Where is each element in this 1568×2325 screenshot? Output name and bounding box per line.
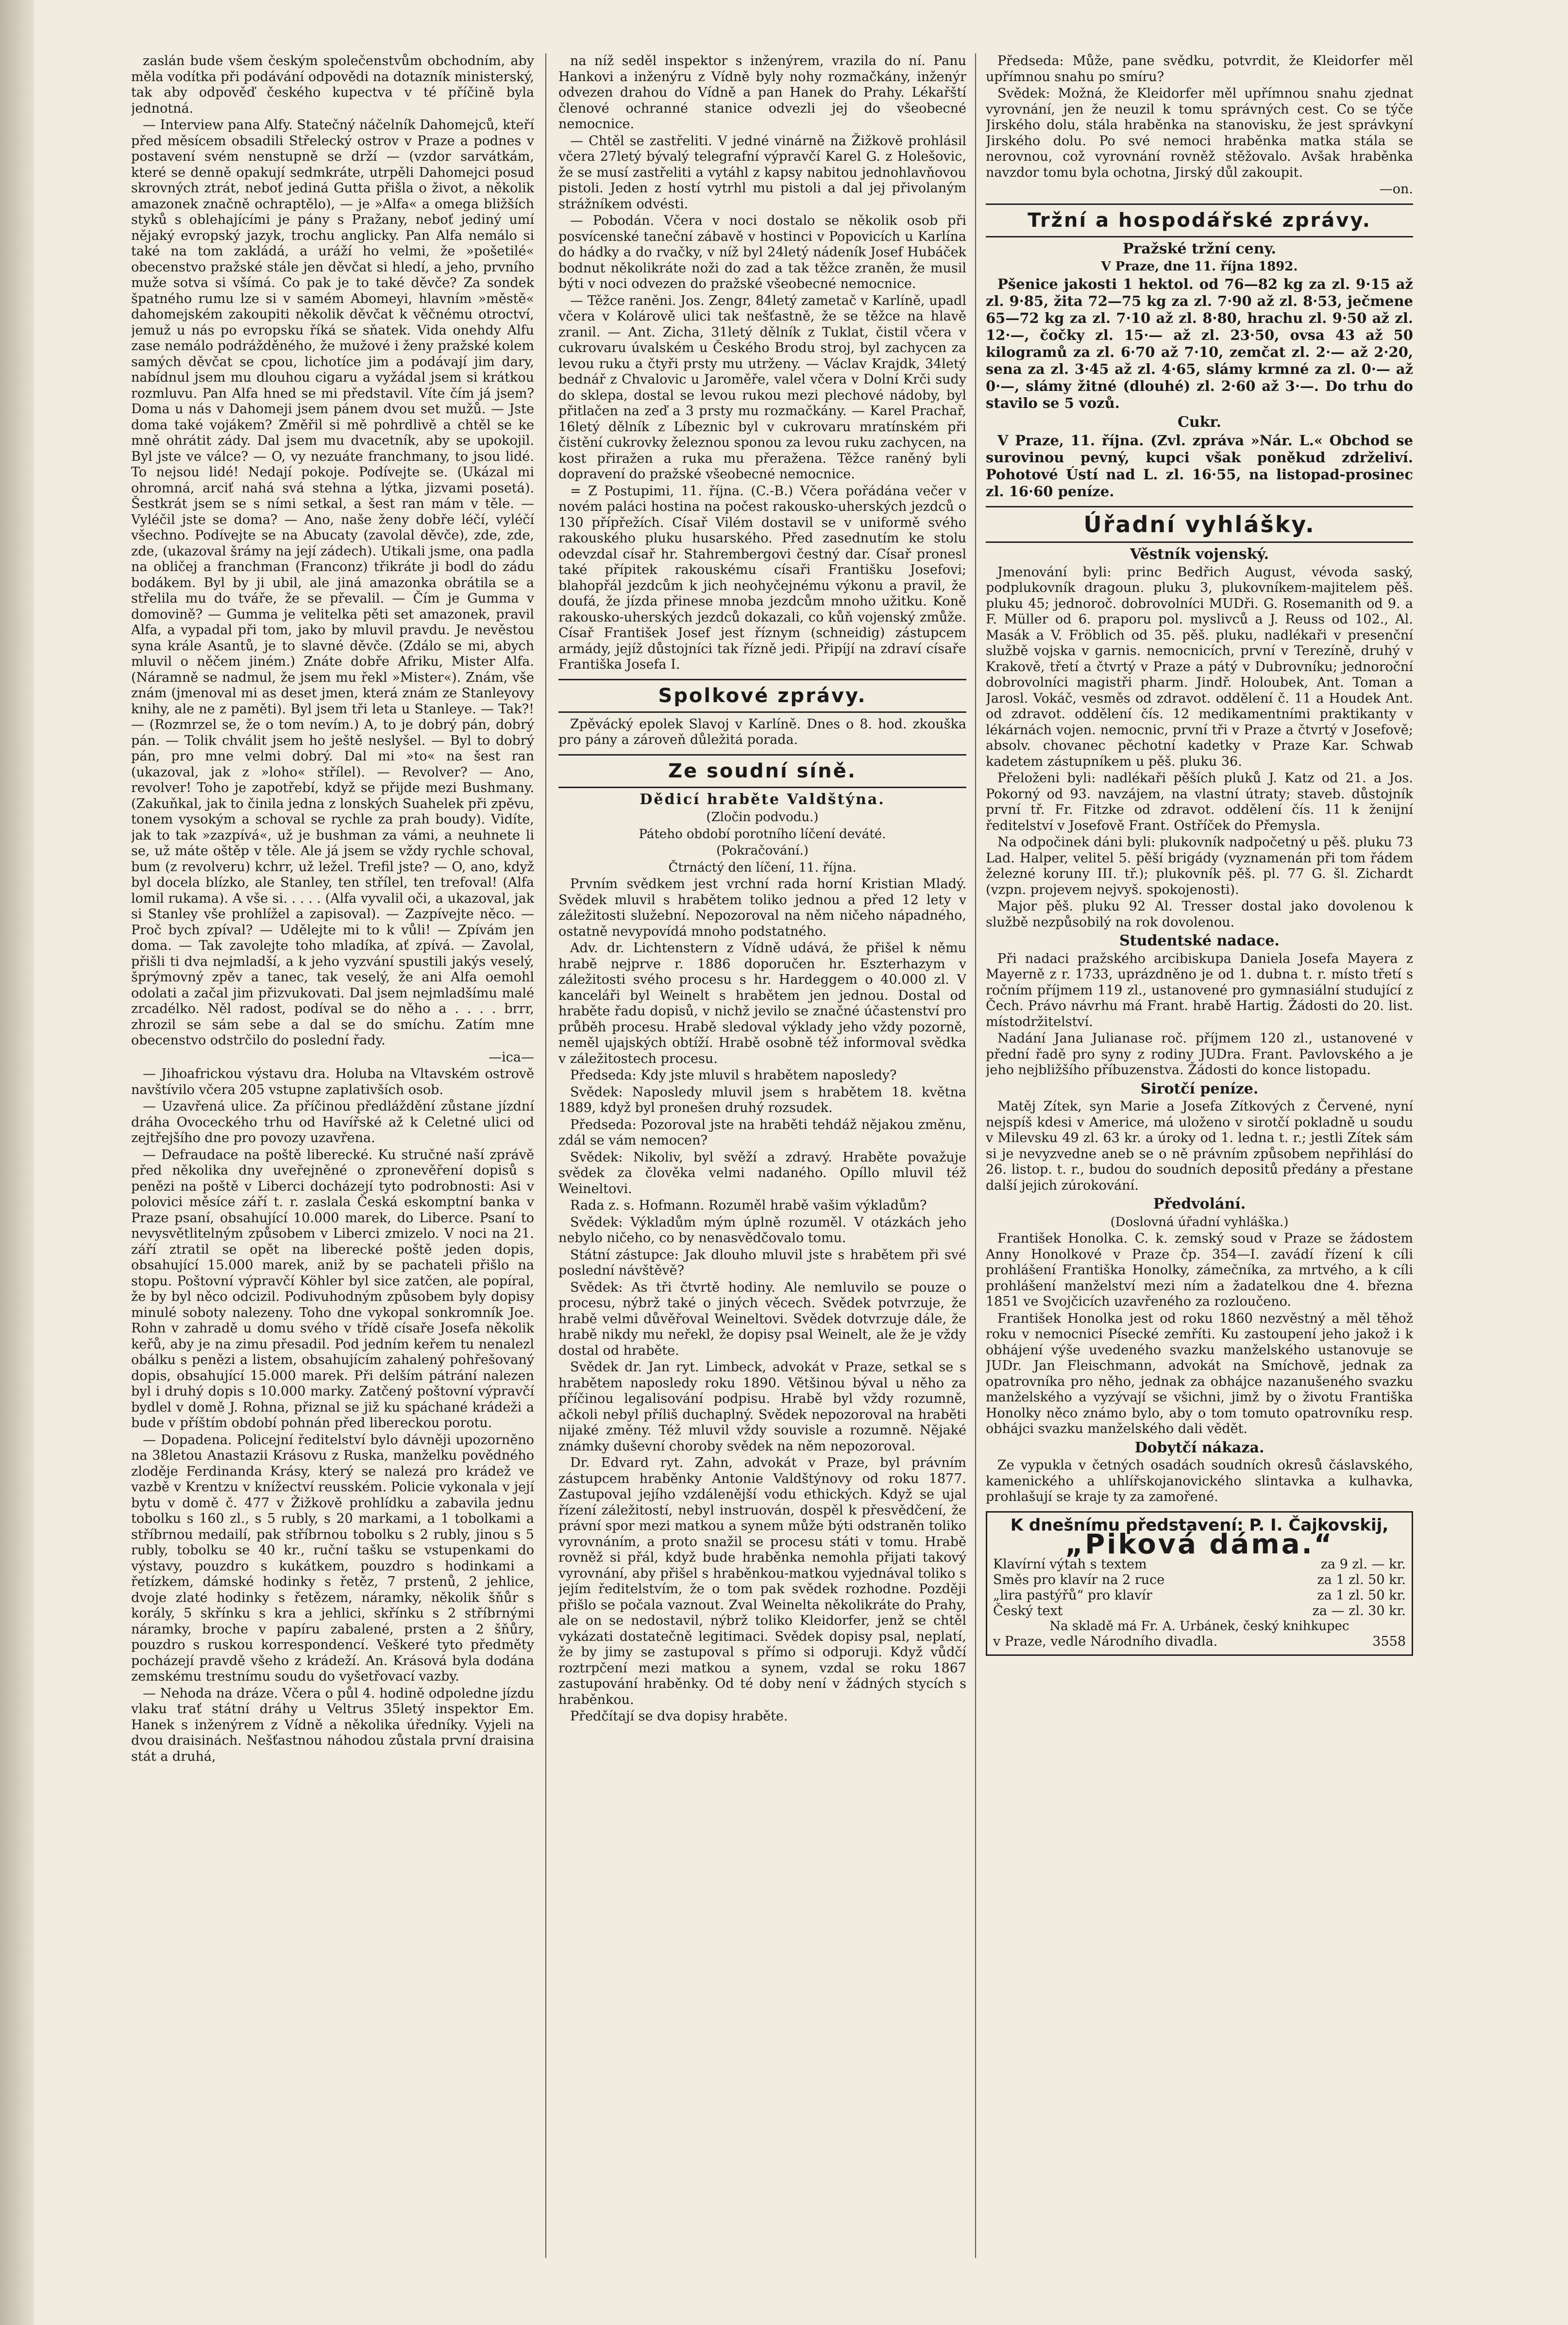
section-header-club-news: Spolkové zprávy. bbox=[558, 679, 966, 713]
court-paragraph: Adv. dr. Lichtenstern z Vídně udává, že přišel k němu hrabě nejprve r. 1886 doporučen hr. Eszterhazym v záležitosti svého procesu s hr. Hardeggem o 40.000 zl. V kanceláři byl Weinelt s hrabětem jen jednou. Dostal od hraběte řadu dopisů, v nichž jevilo se značné účastenství pro průběh procesu. Hrabě sledoval výklady jeho vždy pozorně, neměl ujajských obtíží. Hrabě osobně též informoval svědka v záležitostech procesu. bbox=[558, 941, 966, 1066]
court-paragraph: Předčítají se dva dopisy hraběte. bbox=[570, 1709, 788, 1724]
scholarship-subtitle: Studentské nadace. bbox=[1119, 932, 1280, 949]
ad-price-row bbox=[993, 1572, 1406, 1588]
court-paragraph: Dr. Edvard ryt. Zahn, advokát v Praze, byl právním zástupcem hraběnky Antonie Valdštýnovy od roku 1877. Zastupoval jejího vzdálenější vodu ethických. Když se ujal řízení záležitostí, nebyl instruován, dospěl k přesvědčení, že právní spor mezi matkou a synem může býti odstraněn toliko vyrovnáním, a proto snažil se procesu státi v tomu. Hrabě rovněž si přál, když bude hraběnka nemohla přijati takový vyrovnání, aby přišel s hraběnkou-matkou vyjednával toliko s jejím ředitelstvím, že o tom pak svědek rozhodne. Později přišlo se počala vaznout. Zval Weinelta několikráte do Prahy, ale on se nedostavil, nýbrž toliko Kleidorfer, jenž se chtěl vykázati dostatečně legitimaci. Svědek dopisy psal, neplatí, že by jimy se zastupoval s přímo si odporuji. Když vůdčí roztrpčení mezi matkou a synem, vzdal se roku 1867 zastupování hraběnky. Od té doby není v žádných stycích s hraběnkou. bbox=[558, 1455, 966, 1707]
ad-number: 3558 bbox=[1372, 1634, 1406, 1649]
ad-price: za — zl. 30 kr. bbox=[1312, 1603, 1406, 1618]
article-paragraph: Zpěvácký epolek Slavoj v Karlíně. Dnes o 8. hod. zkouška pro pány a zároveň důležitá porada. bbox=[558, 716, 966, 747]
ad-opera-title: „Piková dáma.“ bbox=[1065, 1529, 1334, 1560]
column-market-and-notices bbox=[986, 53, 1413, 2258]
market-subtitle: Pražské tržní ceny. bbox=[1123, 240, 1276, 257]
article-paragraph: — Uzavřená ulice. Za příčinou předláždění zůstane jízdní dráha Ovoceckého trhu od Havířské až k Celetné ulici od zejtřejšího dne pro povozy uzavřena. bbox=[131, 1099, 534, 1146]
article-signature: —ica— bbox=[489, 1049, 534, 1065]
notice-paragraph: Major pěš. pluku 92 Al. Tresser dostal jako dovolenou k službě nezpůsobilý na rok dovolenou. bbox=[986, 899, 1413, 930]
court-date: Čtrnáctý den líčení, 11. října. bbox=[668, 860, 857, 875]
notice-paragraph: Jmenování byli: princ Bedřich August, vévoda saský, podplukovník dragoun. pluku 3, plukovníkem-majitelem pěš. pluku 45; jednoroč. dobrovolníci MUDři. G. Rosemanith od 9. a F. Müller od 6. praporu pol. myslivců a J. Reuss od 102., Al. Masák a V. Fröblich od 35. pěš. pluku, nadlékaři v presenční službě vojska v garnis. nemocnicích, první v Terezíně, druhý v Krakově, třetí a čtvrtý v Praze a pátý v Dubrovníku; jednoroční dobrovolníci magistři pharm. Jindř. Holoubek, Ant. Toman a Jarosl. Vokáč, vesměs od zdravot. oddělení č. 11 a Houdek Ant. od zdravot. oddělení čís. 12 medikamentními praktikanty v lékárnách vojen. nemocnic, první tři v Praze a čtvrtý v Josefově; absolv. chovanec pěchotní kadetky v Praze Kar. Schwab kadetem zástupníkem u pěš. pluku 36. bbox=[986, 564, 1413, 769]
article-paragraph: — Chtěl se zastřeliti. V jedné vinárně na Žižkově prohlásil včera 27letý bývalý telegrafní výpravčí Karel G. z Holešovic, že se musí zastřeliti a vytáhl z kapsy nabitou jednohlavňovou pistoli. Jeden z hostí vytrhl mu pistoli a dal jej přivolaným strážníkem odvésti. bbox=[558, 133, 966, 212]
page-binding-shadow bbox=[0, 0, 34, 2325]
notice-paragraph: František Honolka jest od roku 1860 nezvěstný a měl těhož roku v nemocnici Písecké zemříti. Ku zastoupení jeho jakož i k obhájení výše uvedeného svazku manželského ustanovuje se JUDr. Jan Fleischmann, advokát na Smíchově, jednak za opatrovníka pro něho, jednak za obhájce nazanušeného svazku manželského a vyzývají se všichni, jimž by o životu Františka Honolky něco známo bylo, aby o tom tomuto opatrovníku resp. obhájci svazku manželského dali vědět. bbox=[986, 1311, 1413, 1436]
court-paragraph: Svědek: Nikoliv, byl svěží a zdravý. Hraběte považuje svědek za člověka velmi nadaného. Opíllo mluvil též Weineltovi. bbox=[558, 1149, 966, 1196]
sugar-prices: V Praze, 11. října. (Zvl. zpráva »Nár. L.« Obchod se surovinou pevný, kupci však poněkud zdrželiví. Pohotové Ústí nad L. zl. 16·55, na listopad-prosinec zl. 16·60 peníze. bbox=[986, 432, 1413, 500]
court-paragraph: Státní zástupce: Jak dlouho mluvil jste s hrabětem při své poslední návštěvě? bbox=[558, 1247, 966, 1278]
article-paragraph: — Jihoafrickou výstavu dra. Holuba na Vltavském ostrově navštívilo včera 205 vstupne zaplativších osob. bbox=[131, 1066, 534, 1097]
ad-price-row bbox=[993, 1588, 1406, 1603]
military-subtitle: Věstník vojenský. bbox=[1130, 546, 1269, 563]
ad-footer-row bbox=[993, 1634, 1406, 1650]
article-paragraph: — Defraudace na poště liberecké. Ku stručné naší zprávě před několika dny uveřejněné o zpronevěření dopisů s penězi na poště v Liberci docházejí tyto podrobnosti: Asi v polovici měsíce září t. r. zaslala Česká eskomptní banka v Praze psaní, obsahující 10.000 marek, do Liberce. Psaní to nevysvětlitelným způsobem v Liberci zmizelo. V noci na 21. září ztratil se opět na liberecké poště jeden dopis, obsahující 15.000 marek, aniž by se pachateli přišlo na stopu. Poštovní výpravčí Köhler byl sice zatčen, ale popíral, že by byl něco odcizil. Podivuhodným způsobem byly dopisy minulé soboty nalezeny. Toho dne vykopal sonkromník Joe. Rohn v zahradě u domu svého v třídě císaře Josefa několik keřů, aby je na zimu přesadil. Pod jedním keřem tu nenalezl obálku s penězi a listem, obsahujícím zahalený pohřešovaný dopis, obsahující 15.000 marek. Při delším pátrání nalezen byl i druhý dopis s 10.000 marky. Zatčený poštovní výpravčí bydlel v domě J. Rohna, přiznal se již ku spáchané krádeži a bude v příštím období pohnán před libereckou porotu. bbox=[131, 1147, 534, 1431]
court-paragraph: Předseda: Může, pane svědku, potvrdit, že Kleidorfer měl upřímnou snahu po smíru? bbox=[986, 53, 1413, 84]
column-local-news bbox=[131, 53, 534, 2258]
notice-paragraph: Přeloženi byli: nadlékaři pěších pluků J. Katz od 21. a Jos. Pokorný od 93. navzájem, na vlastní útraty; staveb. důstojník první tř. Fr. Fitzke od zdravot. oddělení čís. 11 k ženijní ředitelství v Josefově Frant. Ostříček do Přemysla. bbox=[986, 771, 1413, 833]
court-paragraph: Předseda: Kdy jste mluvil s hrabětem naposledy? bbox=[570, 1068, 897, 1083]
market-prices: Pšenice jakosti 1 hektol. od 76—82 kg za zl. 9·15 až zl. 9·85, žita 72—75 kg za zl. 7·90 až zl. 8·53, ječmene 65—72 kg za zl. 7·10 až zl. 8·80, hrachu zl. 9·50 až zl. 12·—, čočky zl. 15·— až zl. 23·50, ovsa 43 až 50 kilogramů za zl. 6·70 až 7·10, zemčat zl. 2·— až 2·20, sena za zl. 3·45 až zl. 4·65, slámy krmné za zl. 0·— až 0·—, slámy žitné (dlouhé) zl. 2·60 až 3·—. Do trhu do stavilo se 5 vozů. bbox=[986, 275, 1413, 411]
article-paragraph: — Nehoda na dráze. Včera o půl 4. hodině odpoledne jízdu vlaku trať státní dráhy u Veltrus 35letý inspektor Em. Hanek s inženýrem z Vídně a několika úředníky. Vyjeli na dvou draisinách. Nešťastnou náhodou zůstala první draisina stát a druhá, bbox=[131, 1685, 534, 1764]
epidemic-subtitle: Dobytčí nákaza. bbox=[1134, 1439, 1265, 1456]
court-case-subtitle: (Zločin podvodu.) bbox=[706, 810, 819, 825]
summons-subtitle: Předvolání. bbox=[1153, 1196, 1246, 1213]
article-paragraph: — Těžce raněni. Jos. Zengr, 84letý zametač v Karlíně, upadl včera v Kolárově ulici tak nešťastně, že se těžce na hlavě zranil. — Ant. Zicha, 31letý dělník z Tuklat, čistil včera v cukrovaru úvalském u Českého Brodu stroj, byl zachycen za levou ruku a čtyři prsty mu utrženy. — Václav Krajdk, 34letý bednář z Chvalovic u Jaroměře, valel včera v Dolní Krči sudy do sklepa, dostal se levou rukou mezi plechové nádoby, byl přitlačen na zeď a 3 prsty mu rozmačkány. — Karel Prachař, 16letý dělník z Líbeznic byl v cukrovaru mratínském při čistění cukrovky železnou sponou za levou ruku zachycen, na kost přiražen a ruka mu přeražena. Těžce raněný byli dopravení do pražské všeobecné nemocnice. bbox=[558, 293, 966, 482]
section-header-official-notices: Úřadní vyhlášky. bbox=[986, 506, 1413, 543]
court-case-title: Dědicí hraběte Valdštýna. bbox=[640, 791, 885, 808]
ad-footer: Na skladě má Fr. A. Urbánek, český knihkupec bbox=[1049, 1618, 1349, 1634]
ad-item: Klavírní výtah s textem bbox=[993, 1556, 1147, 1572]
article-paragraph: — Pobodán. Včera v noci dostalo se několik osob při posvícenské taneční zábavě v hostinci v Popovicích u Karlína do hádky a do rvačky, v níž byl 24letý nádeník Josef Hubáček bodnut několikráte noži do zad a tak těžce zraněn, že musil býti v noci odvezen do pražské všeobecné nemocnice. bbox=[558, 213, 966, 291]
market-dateline: V Praze, dne 11. října 1892. bbox=[1101, 259, 1298, 274]
ad-price-row bbox=[993, 1603, 1406, 1619]
orphan-funds-subtitle: Sirotčí peníze. bbox=[1140, 1080, 1259, 1097]
article-signature: —on. bbox=[1379, 182, 1413, 197]
notice-paragraph: Ze vypukla v četných osadách soudních okresů čáslavského, kamenického a uhlířskojanovického slintavka a kulhavka, prohlašují se kraje ty za zamořené. bbox=[986, 1458, 1413, 1504]
court-paragraph: Svědek: As tři čtvrtě hodiny. Ale nemluvilo se pouze o procesu, nýbrž také o jiných věcech. Svědek potvrzuje, že hrabě velmi důvěřoval Weineltovi. Svědek dotvrzuje dále, že hrabě nikdy mu neřekl, že dopisy psal Weinelt, ale že je vždy dostal od hraběte. bbox=[558, 1280, 966, 1358]
ad-address: v Praze, vedle Národního divadla. bbox=[993, 1634, 1218, 1649]
article-paragraph: zaslán bude všem českým společenstvům obchodním, aby měla vodítka při podávání odpovědi na dotazník ministerský, tak aby odpověď českého kupectva v té příčině byla jednotná. bbox=[131, 53, 534, 116]
notice-paragraph: Matěj Zítek, syn Marie a Josefa Zítkových z Červené, nyní nejspíš kdesi v Americe, má uloženo v sirotčí pokladně u soudu v Milevsku 49 zl. 63 kr. a úroky od 1. ledna t. r.; jestli Zítek sám si je nevyzvedne aneb se o ně právním způsobem nepřihlásí do 26. listop. t. r., budou do soudních depositů předány a přestane další jejich zúrokování. bbox=[986, 1099, 1413, 1193]
notice-paragraph: Nadání Jana Julianase roč. příjmem 120 zl., ustanovené v přední řadě pro syny z rodiny JUDra. Frant. Pavlovského a je jeho nejbližšího příbuzenstva. Žádosti do konce listopadu. bbox=[986, 1031, 1413, 1078]
court-paragraph: Svědek: Naposledy mluvil jsem s hrabětem 18. května 1889, když byl pronešen druhý rozsudek. bbox=[558, 1084, 966, 1115]
advertisement-box bbox=[986, 1511, 1413, 1656]
court-paragraph: Předseda: Pozoroval jste na hraběti tehdáž nějakou změnu, zdál se vám nemocen? bbox=[558, 1117, 966, 1148]
article-paragraph: = Z Postupimi, 11. října. (C.-B.) Včera pořádána večer v novém paláci hostina na počest rakousko-uherských jezdců o 130 přípřežích. Císař Vilém dostavil se v uniformě svého rakouského pluku husarského. Před zasednutím ke stolu odevzdal císař hr. Stahrembergovi čestný dar. Císař pronesl také přípitek rakouskému císaři Františku Josefovi; blahopřál jezdcům k jich neohyčejnému výkonu a pravil, že doufá, že jízda přinese mnoba jezdcům mnoho užitku. Koně rakousko-uherských jezdců dokazali, co kůň vojenský zmůže. Císař František Josef jest říznym (schneidig) zástupcem armády, jejíž důstojníci tak řízně jedi. Připíjí na zdraví císaře Františka Josefa I. bbox=[558, 483, 966, 672]
summons-note: (Doslovná úřadní vyhláška.) bbox=[1110, 1214, 1289, 1230]
court-continuation: (Pokračování.) bbox=[716, 843, 809, 858]
notice-paragraph: Při nadaci pražského arcibiskupa Daniela Josefa Mayera z Mayerně z r. 1733, uprázdněno je od 1. dubna t. r. místo třetí s ročním příjmem 119 zl., ustanovené pro gymnasiální studující z Čech. Právo návrhu má Frant. hrabě Hartig. Žádosti do 20. list. místodržitelství. bbox=[986, 951, 1413, 1029]
ad-price: za 9 zl. — kr. bbox=[1320, 1556, 1406, 1572]
column-news-and-court bbox=[558, 53, 966, 2258]
court-paragraph: Prvním svědkem jest vrchní rada horní Kristian Mladý. Svědek mluvil s hrabětem toliko jednou a před 12 lety v záležitosti služební. Nepozoroval na něm ničeho nápadného, ostatně nevypovídá mnoho podstatného. bbox=[558, 876, 966, 939]
ad-price: za 1 zl. 50 kr. bbox=[1317, 1572, 1406, 1587]
court-paragraph: Svědek dr. Jan ryt. Limbeck, advokát v Praze, setkal se s hrabětem naposledy roku 1890. Většinou býval u něho za příčinou legalisování podpisu. Hrabě byl vždy rozumně, ačkoli nebyl příliš duchaplný. Svědek nepozoroval na hraběti nijaké změny. Též mluvil vždy souvisle a rozumně. Nějaké známky duševní choroby svědek na něm nepozoroval. bbox=[558, 1360, 966, 1454]
column-rule bbox=[545, 53, 546, 2258]
column-rule bbox=[975, 53, 976, 2258]
ad-price: za 1 zl. 50 kr. bbox=[1317, 1587, 1406, 1603]
court-paragraph: Svědek: Možná, že Kleidorfer měl upřímnou snahu zjednat vyrovnání, jen že neuzil k tomu správných cest. Co se týče Jirského dolu, stála hraběnka na stanovisku, že jest správkyní Jirského dolu. Po své nemoci hraběnka matka stála se nerovnou, což vyrovnání rovněž stěžovalo. Avšak hraběnka navzdor tomu byla ochotna, Jirský důl zakoupit. bbox=[986, 86, 1413, 180]
court-paragraph: Svědek: Výkladům mým úplně rozuměl. V otázkách jeho nebylo ničeho, co by nenasvědčovalo tomu. bbox=[558, 1214, 966, 1246]
article-paragraph: na níž seděl inspektor s inženýrem, vrazila do ní. Panu Hankovi a inženýru z Vídně byly nohy rozmačkány, inženýr odvezen drahou do Vídně a pan Hanek do Prahy. Lékařští členové ochranné stanice odvezli jej do všeobecné nemocnice. bbox=[558, 53, 966, 132]
ad-item: Směs pro klavír na 2 ruce bbox=[993, 1572, 1165, 1587]
section-header-court: Ze soudní síně. bbox=[558, 754, 966, 788]
section-header-market: Tržní a hospodářské zprávy. bbox=[986, 203, 1413, 237]
court-session: Páteho období porotního líčení deváté. bbox=[639, 826, 886, 842]
court-paragraph: Rada z. s. Hofmann. Rozuměl hrabě vašim výkladům? bbox=[570, 1198, 927, 1213]
notice-paragraph: František Honolka. C. k. zemský soud v Praze se žádostem Anny Honolkové v Praze čp. 354—I. zavádí řízení k cíli prohlášení Františka Honolky, zámečníka, za mrtvého, a k cíli prohlášení manželství mezi ním a žadatelkou dne 4. března 1851 ve Svojčicích uzavřeného za rozloučeno. bbox=[986, 1231, 1413, 1309]
ad-item: „lira pastýřů“ pro klavír bbox=[993, 1587, 1152, 1603]
sugar-subtitle: Cukr. bbox=[1178, 413, 1221, 431]
article-paragraph: — Interview pana Alfy. Statečný náčelník Dahomejců, kteří před měsícem obsadili Střelecký ostrov v Praze a podnes v postavení svém nenstupně se drží — (vzdor sarvátkám, které se denně opakují sedmkráte, utrpěli Dahomejci posud skrovných ztrát, neboť jediná Gutta přišla o život, a několik amazonek značně ochraptělo), — je »Alfa« a omega bližších styků s oblehajícími je pány s Pražany, neboť jediný umí nějaký evropský jazyk, trochu anglicky. Pan Alfa nemálo si také na tom zakládá, a uráží ho velmi, že »pošetilé« obecenstvo pražské stále jen děvčat si hledí, a jeho, prvního muže sotva si všímá. Co pak je to také děvče? Za sondek špatného rumu lze si v samém Abomeyi, hlavním »městě« dahomejském zakoupiti několik děvčat k věčnému otroctví, jemuž u nás po evropsku říká se sňatek. Vida onehdy Alfu zase nemálo podrážděného, že mužové i ženy pražské kolem samých děvčat se cpou, lichotíce jim a podávají jim dary, nabídnul jsem mu dlouhou cigaru a vyžádal jsem si krátkou rozmluvu. Pan Alfa hned se mi představil. Víte čím já jsem? Doma u nás v Dahomeji jsem pánem dvou set mužů. — Jste doma také vojákem? Změřil si mě pohrdlivě a chtěl se ke mně ohrátit zády. Dal jsem mu dvacetník, aby se upokojil. Byl jste ve válce? — O, vy nezuáte franchmany, to jsou lidé. To nejsou lidé! Nedají pokoje. Podívejte se. (Ukázal mi ohromná, arciť nahá svá stehna a lýtka, jizvami posetá). Šestkrát jsem se s ními setkal, a šest ran mám v těle. — Vyléčil jste se doma? — Ano, naše ženy dobře léčí, vyléčí všechno. Podívejte se na Abucaty (zavolal děvče), zde, zde, zde, (ukazoval šrámy na její zádech). Utikali jsme, ona padla na obličej a franchman (Franconz) třikráte ji bodl do zádu bodákem. Byl by ji ubil, ale jiná amazonka obrátila se a střelila mu do tváře, že se převalil. — Čím je Gumma v domovině? — Gumma je velitelka pěti set amazonek, pravil Alfa, a vypadal při tom, jako by mluvil pravdu. Je nevěstou syna krále Asantů, je to slavné děvče. (Zdálo se mi, abych mluvil o něčem jiném.) Znáte dobře Afriku, Mister Alfa. (Náramně se nadmul, že jsem mu řekl »Mister«). Znám, vše znám (jmenoval mi as deset jmen, která znám ze Stanleyovy knihy, ale ne z paměti). Byl jsem tři leta u Stanleye. — Tak?! — (Rozmrzel se, že o tom nevím.) A, to je dobrý pán, dobrý pán. — Tolik chválit jsem ho ještě neslyšel. — Byl to dobrý pán, pro mne velmi dobrý. Dal mi »to« na šest ran (ukazoval, jak z »loho« střílel). — Revolver? — Ano, revolver! Toho je zapotřebí, když se přijde mezi Bushmany. (Zakuňkal, jak to činila jedna z lonských Suahelek při zpěvu, tonem vysokým a schoval se rychle za prah boudy). Vidíte, jak to tak »zazpívá«, už je bushman za vámi, a neuhnete li se, už máte oštěp v těle. Ale já jsem se vždy rychle schoval, bum (z revolveru) kchrr, už ležel. Trefil jste? — O, ano, když byl docela blízko, ale Stanley, ten střílel, ten trefoval! (Alfa lomil rukama). A vše si. . . . . (Alfa vyvalil oči, a ukazoval, jak si Stanley vše prohlížel a zapisoval). — Zazpívejte něco. — Proč bych zpíval? — Udělejte mi to k vůli! — Zpívám jen doma. — Tak zavolejte toho mladíka, ať zpívá. — Zavolal, přišli ti dva nejmladší, a k jeho vyzvání spustili jakýs veselý, šprýmovný zpěv a tanec, tak veselý, že ani Alfa oemohl odolati a začal jim přizvukovati. Dal jsem nejmladšímu malé zrcadélko. Něl radost, podíval se do něho a . . . . brrr, zhrozil se sám sebe a dal se do smíchu. Zatím mne obecenstvo odstrčilo do poslední řady. bbox=[131, 118, 534, 1048]
ad-title: K dnešnímu představení: P. I. Čajkovskij, bbox=[1010, 1515, 1389, 1535]
notice-paragraph: Na odpočinek dáni byli: plukovník nadpočetný u pěš. pluku 73 Lad. Halper, velitel 5. pěší brigády (vyznamenán při tom řádem železné koruny III. tř.); plukovník pěš. pl. 77 G. šl. Zichardt (vzpn. projevem nejvyš. spokojenosti). bbox=[986, 835, 1413, 897]
ad-item: Český text bbox=[993, 1603, 1063, 1618]
article-paragraph: — Dopadena. Policejní ředitelství bylo dávněji upozorněno na 38letou Anastazii Krásovu z Ruska, manželku povědného zloděje Ferdinanda Krásy, který se nalezá pro krádež ve vazbě v Krentzu v knížectví reusském. Policie vykonala v její bytu v domě č. 477 v Žižkově prohlídku a zabavila jednu tobolku s 160 zl., s 5 rubly, s 20 markami, a 1 tobolkami a stříbrnou medailí, pak stříbrnou tobolku s 2 rubly, jinou s 5 rubly, tobolku se 40 kr., ruční tašku se vstupenkami do výstavy, pouzdro s kukátkem, pouzdro s hodinkami a řetízkem, dámské hodinky s řetěz, 7 prstenů, 2 jehlice, dvoje zlaté hodinky s řetězem, náramky, několik šňůr s korály, 5 skřínku s kra a jehlici, skřínku s 2 stříbrnými náramky, broche v papíru zabalené, prsten a 2 šňůry, pouzdro s ruskou korrespondencí. Veškeré tyto předměty pocházejí pravdě všeho z krádeží. An. Krásová byla dodána zemskému trestnímu soudu do vyšetřovací vazby. bbox=[131, 1432, 534, 1684]
